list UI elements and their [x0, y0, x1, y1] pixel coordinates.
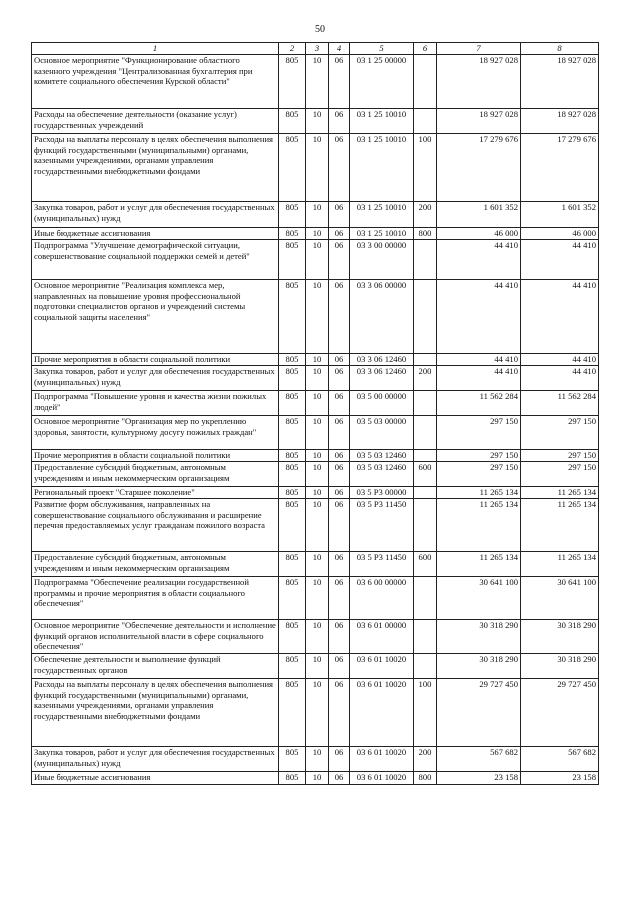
- row-name: Обеспечение деятельности и выполнение функций государственных органов: [32, 654, 279, 679]
- row-amount-year-2: 297 150: [521, 462, 599, 487]
- row-ved-code: 805: [279, 747, 306, 772]
- row-section-code: 10: [306, 747, 329, 772]
- row-subsection-code: 06: [329, 552, 350, 577]
- row-amount-year-2: 297 150: [521, 450, 599, 462]
- row-section-code: 10: [306, 577, 329, 620]
- table-row: [32, 134, 599, 202]
- row-subsection-code: 06: [329, 240, 350, 280]
- row-section-code: 10: [306, 499, 329, 552]
- row-subsection-code: 06: [329, 366, 350, 391]
- row-ved-code: 805: [279, 654, 306, 679]
- table-row: [32, 679, 599, 747]
- row-amount-year-2: 18 927 028: [521, 55, 599, 109]
- row-target-article: 03 5 00 00000: [350, 391, 414, 416]
- row-subsection-code: 06: [329, 134, 350, 202]
- row-target-article: 03 5 P3 11450: [350, 499, 414, 552]
- row-amount-year-1: 18 927 028: [437, 109, 521, 134]
- table-row: [32, 416, 599, 450]
- row-expense-type: [414, 416, 437, 450]
- row-name: Закупка товаров, работ и услуг для обеспечения государственных (муниципальных) нужд: [32, 202, 279, 228]
- row-target-article: 03 5 P3 00000: [350, 487, 414, 499]
- row-expense-type: [414, 577, 437, 620]
- column-number-row: [32, 43, 599, 55]
- row-target-article: 03 5 03 12460: [350, 462, 414, 487]
- row-amount-year-1: 11 562 284: [437, 391, 521, 416]
- row-target-article: 03 3 06 12460: [350, 354, 414, 366]
- row-ved-code: 805: [279, 55, 306, 109]
- column-number: 1: [32, 43, 279, 55]
- table-row: [32, 620, 599, 654]
- row-amount-year-2: 30 318 290: [521, 654, 599, 679]
- row-ved-code: 805: [279, 462, 306, 487]
- row-target-article: 03 6 01 10020: [350, 772, 414, 785]
- row-amount-year-2: 30 641 100: [521, 577, 599, 620]
- table-row: [32, 552, 599, 577]
- row-target-article: 03 3 00 00000: [350, 240, 414, 280]
- row-section-code: 10: [306, 416, 329, 450]
- table-row: [32, 487, 599, 499]
- row-amount-year-2: 1 601 352: [521, 202, 599, 228]
- table-row: [32, 450, 599, 462]
- row-amount-year-1: 46 000: [437, 228, 521, 240]
- row-amount-year-1: 44 410: [437, 240, 521, 280]
- row-target-article: 03 1 25 00000: [350, 55, 414, 109]
- row-name: Подпрограмма "Повышение уровня и качества жизни пожилых людей": [32, 391, 279, 416]
- row-ved-code: 805: [279, 772, 306, 785]
- row-target-article: 03 6 00 00000: [350, 577, 414, 620]
- row-name: Подпрограмма "Улучшение демографической ситуации, совершенствование социальной поддержки семей и детей": [32, 240, 279, 280]
- row-expense-type: [414, 109, 437, 134]
- table-row: [32, 55, 599, 109]
- row-amount-year-1: 23 158: [437, 772, 521, 785]
- row-ved-code: 805: [279, 620, 306, 654]
- row-amount-year-1: 44 410: [437, 354, 521, 366]
- row-ved-code: 805: [279, 487, 306, 499]
- row-amount-year-2: 18 927 028: [521, 109, 599, 134]
- row-ved-code: 805: [279, 202, 306, 228]
- row-expense-type: [414, 620, 437, 654]
- table-row: [32, 772, 599, 785]
- row-expense-type: 800: [414, 228, 437, 240]
- row-target-article: 03 3 06 12460: [350, 366, 414, 391]
- row-name: Расходы на выплаты персоналу в целях обеспечения выполнения функций государственными (муниципальными) органами, казенными учреждениями, органами управления государственными внебюджетными фондами: [32, 134, 279, 202]
- row-name: Основное мероприятие "Организация мер по укреплению здоровья, занятости, культурному досугу пожилых граждан": [32, 416, 279, 450]
- table-row: [32, 462, 599, 487]
- row-expense-type: 200: [414, 202, 437, 228]
- row-amount-year-1: 297 150: [437, 416, 521, 450]
- row-amount-year-2: 297 150: [521, 416, 599, 450]
- row-amount-year-1: 297 150: [437, 450, 521, 462]
- table-row: [32, 354, 599, 366]
- row-amount-year-1: 11 265 134: [437, 499, 521, 552]
- row-ved-code: 805: [279, 416, 306, 450]
- row-amount-year-1: 30 641 100: [437, 577, 521, 620]
- row-section-code: 10: [306, 202, 329, 228]
- row-name: Расходы на обеспечение деятельности (оказание услуг) государственных учреждений: [32, 109, 279, 134]
- table-row: [32, 109, 599, 134]
- row-subsection-code: 06: [329, 228, 350, 240]
- row-name: Основное мероприятие "Реализация комплекса мер, направленных на повышение уровня профессиональной подготовки специалистов органов и учреждений системы социальной защиты населения": [32, 280, 279, 354]
- row-amount-year-1: 11 265 134: [437, 487, 521, 499]
- column-number: 6: [414, 43, 437, 55]
- row-name: Прочие мероприятия в области социальной политики: [32, 354, 279, 366]
- row-target-article: 03 5 03 00000: [350, 416, 414, 450]
- row-name: Предоставление субсидий бюджетным, автономным учреждениям и иным некоммерческим организациям: [32, 462, 279, 487]
- row-target-article: 03 1 25 10010: [350, 134, 414, 202]
- table-row: [32, 366, 599, 391]
- row-name: Прочие мероприятия в области социальной политики: [32, 450, 279, 462]
- row-section-code: 10: [306, 354, 329, 366]
- column-number: 3: [306, 43, 329, 55]
- row-section-code: 10: [306, 487, 329, 499]
- row-expense-type: 200: [414, 366, 437, 391]
- row-ved-code: 805: [279, 499, 306, 552]
- row-subsection-code: 06: [329, 487, 350, 499]
- row-ved-code: 805: [279, 240, 306, 280]
- row-ved-code: 805: [279, 679, 306, 747]
- row-amount-year-2: 567 682: [521, 747, 599, 772]
- table-row: [32, 747, 599, 772]
- row-expense-type: [414, 450, 437, 462]
- row-ved-code: 805: [279, 280, 306, 354]
- row-amount-year-1: 297 150: [437, 462, 521, 487]
- row-subsection-code: 06: [329, 55, 350, 109]
- column-number: 8: [521, 43, 599, 55]
- row-target-article: 03 1 25 10010: [350, 202, 414, 228]
- row-expense-type: [414, 499, 437, 552]
- row-expense-type: 800: [414, 772, 437, 785]
- row-ved-code: 805: [279, 134, 306, 202]
- row-amount-year-1: 567 682: [437, 747, 521, 772]
- row-amount-year-1: 17 279 676: [437, 134, 521, 202]
- budget-table: [31, 42, 599, 785]
- row-name: Основное мероприятие "Функционирование областного казенного учреждения "Централизованная бухгалтерия при комитете социального обеспечения Курской области": [32, 55, 279, 109]
- row-section-code: 10: [306, 450, 329, 462]
- row-name: Развитие форм обслуживания, направленных на совершенствование социального обслуживания и расширение перечня предоставляемых услуг гражданам пожилого возраста: [32, 499, 279, 552]
- table-row: [32, 240, 599, 280]
- row-amount-year-1: 11 265 134: [437, 552, 521, 577]
- row-expense-type: 100: [414, 679, 437, 747]
- row-target-article: 03 6 01 10020: [350, 747, 414, 772]
- row-expense-type: 200: [414, 747, 437, 772]
- table-row: [32, 202, 599, 228]
- row-ved-code: 805: [279, 391, 306, 416]
- row-target-article: 03 5 03 12460: [350, 450, 414, 462]
- row-name: Предоставление субсидий бюджетным, автономным учреждениям и иным некоммерческим организациям: [32, 552, 279, 577]
- row-amount-year-2: 46 000: [521, 228, 599, 240]
- row-section-code: 10: [306, 679, 329, 747]
- row-section-code: 10: [306, 55, 329, 109]
- row-amount-year-2: 30 318 290: [521, 620, 599, 654]
- row-ved-code: 805: [279, 109, 306, 134]
- row-amount-year-1: 30 318 290: [437, 620, 521, 654]
- row-subsection-code: 06: [329, 499, 350, 552]
- row-amount-year-1: 44 410: [437, 366, 521, 391]
- row-target-article: 03 6 01 10020: [350, 679, 414, 747]
- row-target-article: 03 6 01 00000: [350, 620, 414, 654]
- row-section-code: 10: [306, 228, 329, 240]
- column-number: 7: [437, 43, 521, 55]
- table-row: [32, 228, 599, 240]
- row-amount-year-1: 44 410: [437, 280, 521, 354]
- row-amount-year-2: 44 410: [521, 240, 599, 280]
- row-expense-type: [414, 654, 437, 679]
- row-section-code: 10: [306, 109, 329, 134]
- row-section-code: 10: [306, 280, 329, 354]
- row-amount-year-1: 18 927 028: [437, 55, 521, 109]
- row-target-article: 03 5 P3 11450: [350, 552, 414, 577]
- row-name: Закупка товаров, работ и услуг для обеспечения государственных (муниципальных) нужд: [32, 366, 279, 391]
- row-section-code: 10: [306, 366, 329, 391]
- row-section-code: 10: [306, 654, 329, 679]
- row-section-code: 10: [306, 391, 329, 416]
- table-row: [32, 654, 599, 679]
- row-amount-year-1: 30 318 290: [437, 654, 521, 679]
- row-ved-code: 805: [279, 354, 306, 366]
- column-number: 4: [329, 43, 350, 55]
- row-amount-year-1: 1 601 352: [437, 202, 521, 228]
- row-amount-year-2: 11 562 284: [521, 391, 599, 416]
- table-row: [32, 499, 599, 552]
- row-amount-year-2: 29 727 450: [521, 679, 599, 747]
- row-ved-code: 805: [279, 577, 306, 620]
- table-row: [32, 577, 599, 620]
- row-amount-year-2: 44 410: [521, 280, 599, 354]
- row-name: Подпрограмма "Обеспечение реализации государственной программы и прочие мероприятия в области социального обеспечения": [32, 577, 279, 620]
- row-target-article: 03 3 06 00000: [350, 280, 414, 354]
- row-expense-type: [414, 240, 437, 280]
- row-subsection-code: 06: [329, 416, 350, 450]
- row-subsection-code: 06: [329, 109, 350, 134]
- row-section-code: 10: [306, 134, 329, 202]
- row-expense-type: 100: [414, 134, 437, 202]
- row-subsection-code: 06: [329, 391, 350, 416]
- row-ved-code: 805: [279, 552, 306, 577]
- row-amount-year-2: 23 158: [521, 772, 599, 785]
- row-amount-year-2: 11 265 134: [521, 552, 599, 577]
- row-subsection-code: 06: [329, 772, 350, 785]
- row-name: Иные бюджетные ассигнования: [32, 772, 279, 785]
- row-ved-code: 805: [279, 450, 306, 462]
- row-name: Закупка товаров, работ и услуг для обеспечения государственных (муниципальных) нужд: [32, 747, 279, 772]
- row-amount-year-2: 44 410: [521, 366, 599, 391]
- row-amount-year-1: 29 727 450: [437, 679, 521, 747]
- row-section-code: 10: [306, 552, 329, 577]
- row-expense-type: [414, 280, 437, 354]
- row-section-code: 10: [306, 240, 329, 280]
- table-row: [32, 391, 599, 416]
- page-number: 50: [315, 24, 325, 35]
- row-ved-code: 805: [279, 366, 306, 391]
- row-expense-type: [414, 354, 437, 366]
- row-amount-year-2: 44 410: [521, 354, 599, 366]
- row-subsection-code: 06: [329, 620, 350, 654]
- row-target-article: 03 1 25 10010: [350, 228, 414, 240]
- column-number: 5: [350, 43, 414, 55]
- row-target-article: 03 1 25 10010: [350, 109, 414, 134]
- row-subsection-code: 06: [329, 280, 350, 354]
- row-ved-code: 805: [279, 228, 306, 240]
- row-target-article: 03 6 01 10020: [350, 654, 414, 679]
- row-amount-year-2: 11 265 134: [521, 499, 599, 552]
- column-number: 2: [279, 43, 306, 55]
- row-expense-type: [414, 55, 437, 109]
- row-section-code: 10: [306, 772, 329, 785]
- row-name: Основное мероприятие "Обеспечение деятельности и исполнение функций органов исполнительной власти в сфере социального обеспечения": [32, 620, 279, 654]
- row-amount-year-2: 17 279 676: [521, 134, 599, 202]
- row-subsection-code: 06: [329, 747, 350, 772]
- row-amount-year-2: 11 265 134: [521, 487, 599, 499]
- row-subsection-code: 06: [329, 462, 350, 487]
- row-subsection-code: 06: [329, 654, 350, 679]
- table-row: [32, 280, 599, 354]
- row-name: Иные бюджетные ассигнования: [32, 228, 279, 240]
- row-expense-type: [414, 391, 437, 416]
- row-expense-type: 600: [414, 462, 437, 487]
- row-expense-type: 600: [414, 552, 437, 577]
- row-expense-type: [414, 487, 437, 499]
- row-section-code: 10: [306, 462, 329, 487]
- row-name: Расходы на выплаты персоналу в целях обеспечения выполнения функций государственными (муниципальными) органами, казенными учреждениями, органами управления государственными внебюджетными фондами: [32, 679, 279, 747]
- row-subsection-code: 06: [329, 679, 350, 747]
- row-subsection-code: 06: [329, 202, 350, 228]
- row-subsection-code: 06: [329, 450, 350, 462]
- row-subsection-code: 06: [329, 354, 350, 366]
- row-subsection-code: 06: [329, 577, 350, 620]
- row-section-code: 10: [306, 620, 329, 654]
- row-name: Региональный проект "Старшее поколение": [32, 487, 279, 499]
